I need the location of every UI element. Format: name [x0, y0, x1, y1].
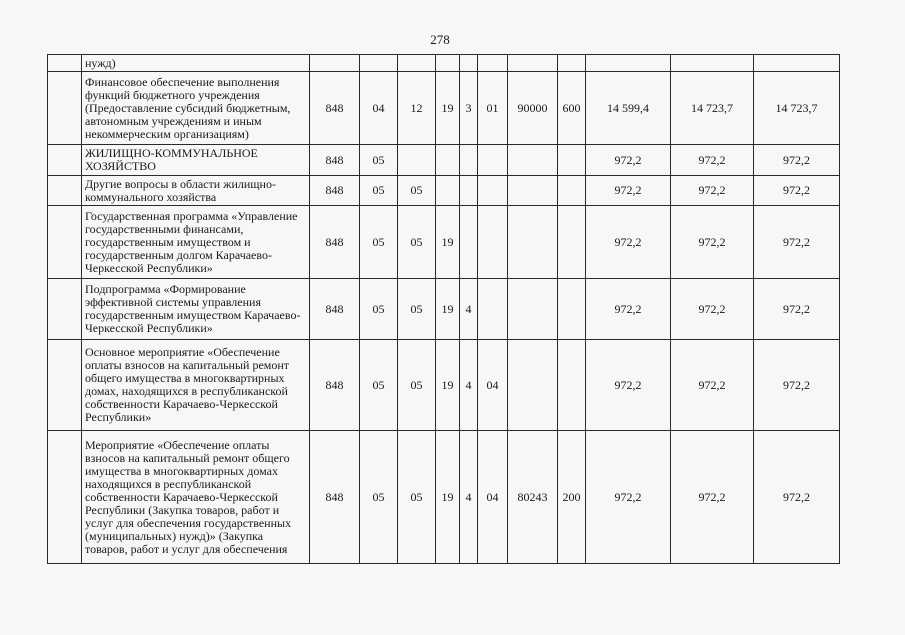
row-program: 19 — [436, 206, 460, 279]
row-subsection — [398, 55, 436, 72]
row-name: Основное мероприятие «Обеспечение оплаты взносов на капитальный ремонт общего имущества в многоквартирных домах, находящихся в республиканской собственности Карачаево-Черкесской Республики» — [82, 340, 310, 431]
row-program: 19 — [436, 340, 460, 431]
row-amount-3: 972,2 — [754, 206, 840, 279]
row-code: 848 — [310, 431, 360, 564]
row-code: 848 — [310, 279, 360, 340]
table-row — [48, 340, 840, 431]
row-program — [436, 145, 460, 176]
row-subprogram: 4 — [460, 340, 478, 431]
row-amount-1: 972,2 — [586, 176, 671, 206]
row-program — [436, 176, 460, 206]
row-subprogram: 4 — [460, 431, 478, 564]
row-section: 05 — [360, 340, 398, 431]
row-subsection: 12 — [398, 72, 436, 145]
row-gutter — [48, 340, 82, 431]
row-amount-1: 972,2 — [586, 279, 671, 340]
row-amount-1: 14 599,4 — [586, 72, 671, 145]
row-amount-2: 972,2 — [671, 176, 754, 206]
row-code: 848 — [310, 206, 360, 279]
row-code: 848 — [310, 145, 360, 176]
row-expense-type — [558, 55, 586, 72]
row-amount-2 — [671, 55, 754, 72]
row-expense-type — [558, 279, 586, 340]
row-subprogram — [460, 206, 478, 279]
row-subprogram — [460, 145, 478, 176]
row-section: 05 — [360, 431, 398, 564]
row-event — [478, 279, 508, 340]
row-gutter — [48, 72, 82, 145]
row-program: 19 — [436, 279, 460, 340]
row-direction: 90000 — [508, 72, 558, 145]
row-name: Финансовое обеспечение выполнения функций бюджетного учреждения (Предоставление субсидий бюджетным, автономным учреждениям и иным некоммерческим организациям) — [82, 72, 310, 145]
row-amount-1: 972,2 — [586, 145, 671, 176]
row-amount-3: 14 723,7 — [754, 72, 840, 145]
row-gutter — [48, 176, 82, 206]
row-code: 848 — [310, 72, 360, 145]
row-event — [478, 145, 508, 176]
row-event: 01 — [478, 72, 508, 145]
row-name: нужд) — [82, 55, 310, 72]
table-row — [48, 55, 840, 72]
row-gutter — [48, 145, 82, 176]
row-amount-2: 972,2 — [671, 279, 754, 340]
row-gutter — [48, 279, 82, 340]
row-subsection: 05 — [398, 176, 436, 206]
row-expense-type — [558, 176, 586, 206]
row-direction: 80243 — [508, 431, 558, 564]
row-name: Государственная программа «Управление государственными финансами, государственным имуществом и государственным долгом Карачаево-Черкесской Республики» — [82, 206, 310, 279]
page-number: 278 — [430, 32, 450, 47]
row-amount-2: 14 723,7 — [671, 72, 754, 145]
row-direction — [508, 206, 558, 279]
row-amount-3: 972,2 — [754, 431, 840, 564]
row-code: 848 — [310, 176, 360, 206]
row-code: 848 — [310, 340, 360, 431]
row-subsection: 05 — [398, 206, 436, 279]
row-event — [478, 206, 508, 279]
row-program — [436, 55, 460, 72]
row-gutter — [48, 431, 82, 564]
row-gutter — [48, 55, 82, 72]
table-row — [48, 145, 840, 176]
row-amount-1: 972,2 — [586, 340, 671, 431]
row-section: 05 — [360, 206, 398, 279]
row-expense-type — [558, 340, 586, 431]
row-expense-type: 200 — [558, 431, 586, 564]
row-amount-1 — [586, 55, 671, 72]
row-event — [478, 176, 508, 206]
row-direction — [508, 176, 558, 206]
row-program: 19 — [436, 431, 460, 564]
row-name: Подпрограмма «Формирование эффективной системы управления государственным имуществом Карачаево-Черкесской Республики» — [82, 279, 310, 340]
row-amount-1: 972,2 — [586, 206, 671, 279]
row-amount-3: 972,2 — [754, 145, 840, 176]
row-amount-2: 972,2 — [671, 431, 754, 564]
row-direction — [508, 340, 558, 431]
row-amount-2: 972,2 — [671, 206, 754, 279]
row-direction — [508, 145, 558, 176]
row-subprogram: 4 — [460, 279, 478, 340]
row-amount-2: 972,2 — [671, 145, 754, 176]
row-name: Мероприятие «Обеспечение оплаты взносов на капитальный ремонт общего имущества в многоквартирных домах находящихся в республиканской собственности Карачаево-Черкесской Республики (Закупка товаров, работ и услуг для обеспечения государственных (муниципальных) нужд)» (Закупка товаров, работ и услуг для обеспечения — [82, 431, 310, 564]
row-amount-1: 972,2 — [586, 431, 671, 564]
row-gutter — [48, 206, 82, 279]
row-section: 05 — [360, 176, 398, 206]
row-amount-3: 972,2 — [754, 340, 840, 431]
row-amount-2: 972,2 — [671, 340, 754, 431]
row-name: ЖИЛИЩНО-КОММУНАЛЬНОЕ ХОЗЯЙСТВО — [82, 145, 310, 176]
row-expense-type — [558, 145, 586, 176]
row-code — [310, 55, 360, 72]
row-name: Другие вопросы в области жилищно-коммунального хозяйства — [82, 176, 310, 206]
row-subprogram — [460, 176, 478, 206]
row-event: 04 — [478, 431, 508, 564]
row-amount-3 — [754, 55, 840, 72]
row-event: 04 — [478, 340, 508, 431]
row-section: 04 — [360, 72, 398, 145]
row-subprogram — [460, 55, 478, 72]
row-amount-3: 972,2 — [754, 279, 840, 340]
table-row — [48, 72, 840, 145]
row-program: 19 — [436, 72, 460, 145]
row-section: 05 — [360, 145, 398, 176]
table-row — [48, 176, 840, 206]
row-subprogram: 3 — [460, 72, 478, 145]
row-expense-type: 600 — [558, 72, 586, 145]
table-row — [48, 206, 840, 279]
row-amount-3: 972,2 — [754, 176, 840, 206]
row-subsection — [398, 145, 436, 176]
row-direction — [508, 55, 558, 72]
table-row — [48, 279, 840, 340]
row-subsection: 05 — [398, 431, 436, 564]
table-row — [48, 431, 840, 564]
row-direction — [508, 279, 558, 340]
budget-table — [47, 54, 840, 564]
row-section — [360, 55, 398, 72]
row-section: 05 — [360, 279, 398, 340]
row-event — [478, 55, 508, 72]
row-subsection: 05 — [398, 279, 436, 340]
row-expense-type — [558, 206, 586, 279]
row-subsection: 05 — [398, 340, 436, 431]
